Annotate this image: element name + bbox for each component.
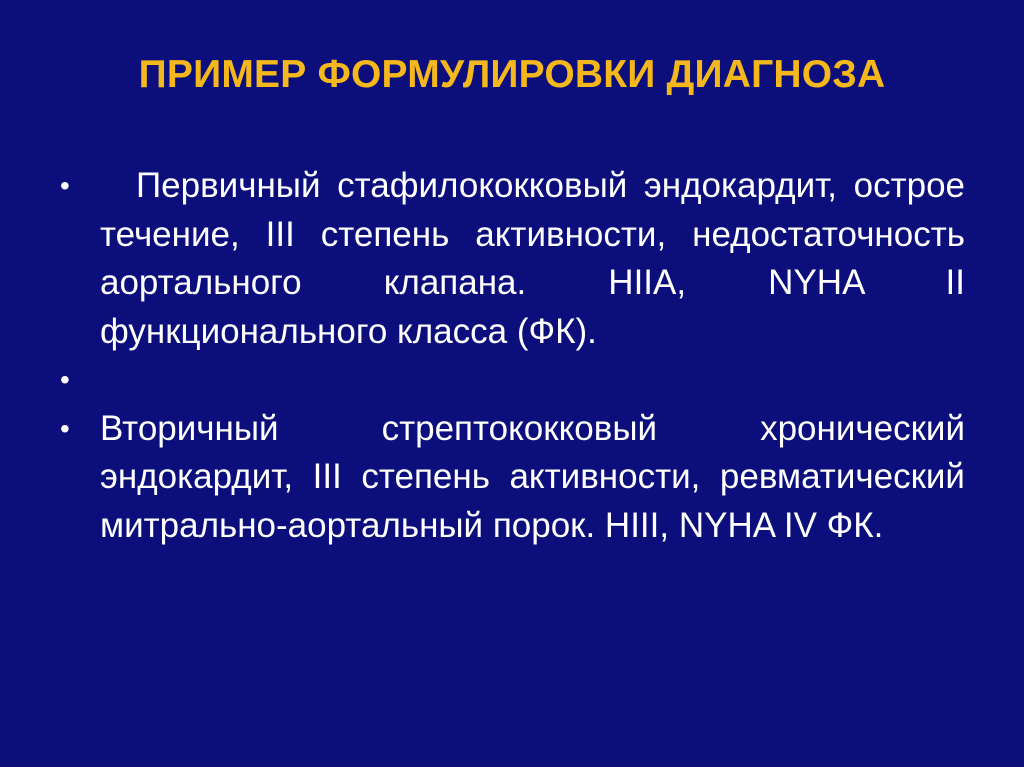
- bullet-icon: •: [60, 170, 70, 201]
- bullet-item-2: [60, 356, 965, 405]
- bullet-icon: •: [60, 412, 70, 444]
- bullet-icon: •: [60, 364, 70, 395]
- bullet-item-3: [60, 405, 965, 551]
- bullet-list: [60, 162, 965, 550]
- bullet-text-empty: [100, 356, 965, 405]
- bullet-text: Первичный стафилококковый эндокардит, острое течение, III степень активности, недостаточность аортального клапана. HIIA, NYHA II функционального класса (ФК).: [100, 166, 965, 351]
- bullet-text: Вторичный стрептококковый хронический эндокардит, III степень активности, ревматический митрально-аортальный порок. HIII, NYHA IV ФК.: [100, 408, 965, 545]
- slide-title: ПРИМЕР ФОРМУЛИРОВКИ ДИАГНОЗА: [138, 53, 886, 96]
- bullet-item-1: [60, 162, 965, 356]
